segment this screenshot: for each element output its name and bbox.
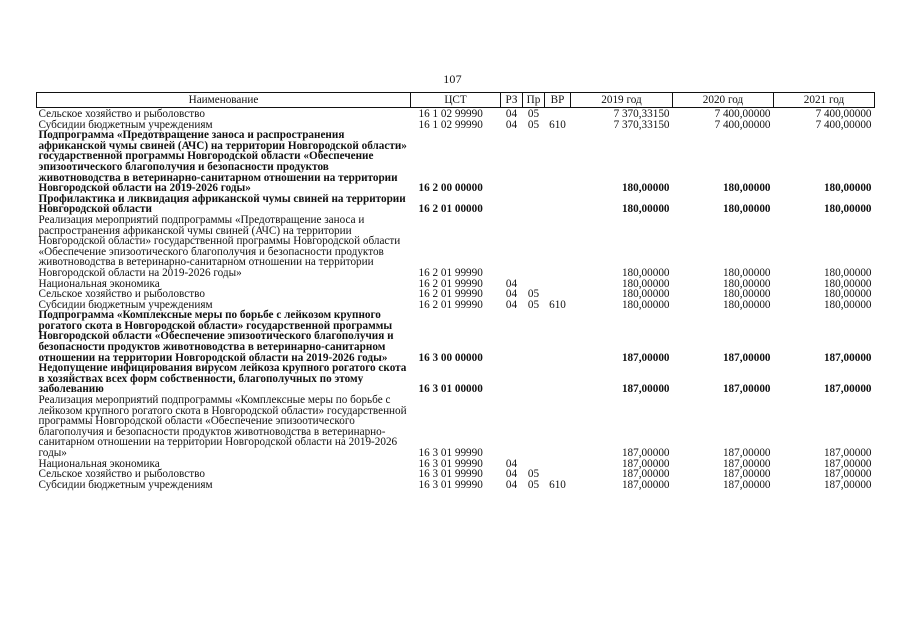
cell-vr xyxy=(545,459,571,470)
cell-y2020: 187,00000 xyxy=(722,447,771,459)
cell-cst: 16 1 02 99990 xyxy=(418,118,483,131)
cell-name: Сельское хозяйство и рыболовство xyxy=(38,468,205,481)
cell-y2021: 180,00000 xyxy=(823,277,872,290)
cell-y2021: 180,00000 xyxy=(823,288,872,301)
header-2021: 2021 год xyxy=(774,93,875,108)
cell-cst: 16 2 00 00000 xyxy=(418,182,483,195)
cell-vr: 610 xyxy=(549,118,566,131)
cell-y2021: 7 400,00000 xyxy=(815,108,872,120)
cell-pr: 05 xyxy=(527,288,540,301)
cell-rz xyxy=(501,194,523,215)
page-number: 107 xyxy=(443,72,462,86)
cell-pr xyxy=(523,310,545,363)
cell-name: Сельское хозяйство и рыболовство xyxy=(38,288,205,301)
table-row xyxy=(37,480,875,491)
cell-y2019: 187,00000 xyxy=(621,351,670,364)
cell-name: Реализация мероприятий подпрограммы «Комплексные меры по борьбе с лейкозом крупного рогатого скота в Новгородской области» государственной программы Новгородской области «Обеспечение эпизоотического благополучия и безопасности продуктов животноводства в ветеринарно-санитарном отношении на территории Новгородской области на 2019-2026 годы» xyxy=(38,394,407,459)
cell-rz xyxy=(501,130,523,194)
cell-y2019: 180,00000 xyxy=(621,266,670,279)
cell-name: Недопущение инфицирования вирусом лейкоза крупного рогатого скота в хозяйствах всех форм собственности, благополучных по этому заболеванию xyxy=(38,362,407,396)
cell-vr xyxy=(545,279,571,290)
cell-vr: 610 xyxy=(549,478,566,491)
cell-vr xyxy=(545,215,571,279)
cell-y2019: 7 370,33150 xyxy=(613,118,670,131)
cell-y2020: 180,00000 xyxy=(722,266,771,279)
cell-y2021: 180,00000 xyxy=(823,266,872,279)
header-rz: РЗ xyxy=(501,93,523,108)
cell-rz: 04 xyxy=(505,468,518,481)
cell-name: Подпрограмма «Комплексные меры по борьбе с лейкозом крупного рогатого скота в Новгородской области» государственной программы Новгородской области «Обеспечение эпизоотического благополучия и безопасности продуктов животноводства в ветеринарно-санитарном отношении на территории Новгородской области на 2019-2026 годы» xyxy=(38,309,394,364)
cell-y2019: 187,00000 xyxy=(621,383,670,396)
cell-cst: 16 2 01 99990 xyxy=(418,277,483,290)
cell-rz: 04 xyxy=(505,298,518,311)
cell-y2020: 187,00000 xyxy=(722,351,771,364)
cell-rz: 04 xyxy=(505,288,518,301)
budget-table xyxy=(36,92,875,490)
cell-y2020: 180,00000 xyxy=(722,203,771,216)
cell-vr: 610 xyxy=(549,298,566,311)
cell-y2021: 187,00000 xyxy=(823,383,872,396)
cell-y2019: 187,00000 xyxy=(621,478,670,491)
table-header-row xyxy=(37,93,875,108)
table-row xyxy=(37,108,875,120)
cell-y2019: 187,00000 xyxy=(621,457,670,470)
cell-cst: 16 3 01 99990 xyxy=(418,457,483,470)
cell-vr xyxy=(545,395,571,459)
cell-cst: 16 3 01 00000 xyxy=(418,383,483,396)
cell-rz: 04 xyxy=(505,277,518,290)
cell-name: Субсидии бюджетным учреждениям xyxy=(38,118,213,131)
cell-pr xyxy=(523,194,545,215)
cell-pr xyxy=(523,395,545,459)
table-row xyxy=(37,363,875,395)
table-row xyxy=(37,215,875,279)
cell-vr xyxy=(545,310,571,363)
cell-y2020: 180,00000 xyxy=(722,277,771,290)
cell-cst: 16 2 01 99990 xyxy=(418,266,483,279)
header-vr: ВР xyxy=(545,93,571,108)
cell-cst: 16 3 00 00000 xyxy=(418,351,483,364)
cell-cst: 16 1 02 99990 xyxy=(418,108,483,120)
cell-name: Реализация мероприятий подпрограммы «Предотвращение заноса и распространения африканской чумы свиней (АЧС) на территории Новгородской области» государственной программы Новгородской области «Обеспечение эпизоотического благополучия и безопасности продуктов животноводства в ветеринарно-санитарном отношении на территории Новгородской области на 2019-2026 годы» xyxy=(38,213,401,279)
table-row xyxy=(37,395,875,459)
table-row xyxy=(37,310,875,363)
cell-rz: 04 xyxy=(505,108,518,120)
cell-y2020: 187,00000 xyxy=(722,383,771,396)
table-body xyxy=(37,108,875,491)
cell-cst: 16 3 01 99990 xyxy=(418,447,483,459)
header-2020: 2020 год xyxy=(673,93,774,108)
cell-y2020: 7 400,00000 xyxy=(714,108,771,120)
cell-pr: 05 xyxy=(527,468,540,481)
cell-y2021: 187,00000 xyxy=(823,478,872,491)
cell-y2021: 187,00000 xyxy=(823,447,872,459)
cell-y2019: 180,00000 xyxy=(621,288,670,301)
cell-y2020: 187,00000 xyxy=(722,468,771,481)
cell-pr: 05 xyxy=(527,298,540,311)
cell-name: Национальная экономика xyxy=(38,277,160,290)
cell-name: Профилактика и ликвидация африканской чумы свиней на территории Новгородской области xyxy=(38,192,406,216)
cell-y2019: 180,00000 xyxy=(621,182,670,195)
cell-y2021: 180,00000 xyxy=(823,182,872,195)
table-row xyxy=(37,194,875,215)
header-2019: 2019 год xyxy=(571,93,673,108)
table-row xyxy=(37,130,875,194)
cell-y2020: 180,00000 xyxy=(722,298,771,311)
cell-y2021: 180,00000 xyxy=(823,298,872,311)
cell-cst: 16 3 01 99990 xyxy=(418,468,483,481)
cell-rz xyxy=(501,215,523,279)
cell-y2019: 180,00000 xyxy=(621,203,670,216)
cell-rz xyxy=(501,310,523,363)
cell-vr xyxy=(545,194,571,215)
cell-y2021: 187,00000 xyxy=(823,468,872,481)
header-pr: Пр xyxy=(523,93,545,108)
cell-cst: 16 2 01 99990 xyxy=(418,298,483,311)
cell-vr xyxy=(545,130,571,194)
cell-name: Субсидии бюджетным учреждениям xyxy=(38,298,213,311)
cell-vr xyxy=(545,108,571,120)
cell-pr xyxy=(523,363,545,395)
cell-name: Подпрограмма «Предотвращение заноса и распространения африканской чумы свиней (АЧС) на территории Новгородской области» государственной программы Новгородской области «Обеспечение эпизоотического благополучия и безопасности продуктов животноводства в ветеринарно-санитарном отношении на территории Новгородской области на 2019-2026 годы» xyxy=(38,129,407,195)
cell-pr: 05 xyxy=(527,478,540,491)
cell-rz: 04 xyxy=(505,457,518,470)
cell-pr: 05 xyxy=(527,118,540,131)
cell-y2020: 187,00000 xyxy=(722,478,771,491)
cell-y2020: 7 400,00000 xyxy=(714,118,771,131)
cell-name: Сельское хозяйство и рыболовство xyxy=(38,108,205,120)
cell-y2019: 187,00000 xyxy=(621,447,670,459)
cell-cst: 16 3 01 99990 xyxy=(418,478,483,491)
cell-y2020: 180,00000 xyxy=(722,288,771,301)
cell-rz xyxy=(501,363,523,395)
cell-y2021: 187,00000 xyxy=(823,351,872,364)
cell-y2019: 187,00000 xyxy=(621,468,670,481)
cell-pr: 05 xyxy=(527,108,540,120)
header-name: Наименование xyxy=(37,93,411,108)
cell-y2021: 187,00000 xyxy=(823,457,872,470)
header-cst: ЦСТ xyxy=(411,93,501,108)
cell-cst: 16 2 01 99990 xyxy=(418,288,483,301)
cell-rz: 04 xyxy=(505,118,518,131)
cell-y2021: 7 400,00000 xyxy=(815,118,872,131)
cell-y2019: 180,00000 xyxy=(621,277,670,290)
cell-cst: 16 2 01 00000 xyxy=(418,203,483,216)
cell-y2020: 180,00000 xyxy=(722,182,771,195)
cell-rz: 04 xyxy=(505,478,518,491)
cell-pr xyxy=(523,130,545,194)
cell-name: Национальная экономика xyxy=(38,457,160,470)
cell-y2020: 187,00000 xyxy=(722,457,771,470)
cell-y2019: 7 370,33150 xyxy=(613,108,670,120)
cell-pr xyxy=(523,215,545,279)
cell-y2021: 180,00000 xyxy=(823,203,872,216)
cell-name: Субсидии бюджетным учреждениям xyxy=(38,478,213,491)
cell-y2019: 180,00000 xyxy=(621,298,670,311)
cell-vr xyxy=(545,363,571,395)
cell-rz xyxy=(501,395,523,459)
